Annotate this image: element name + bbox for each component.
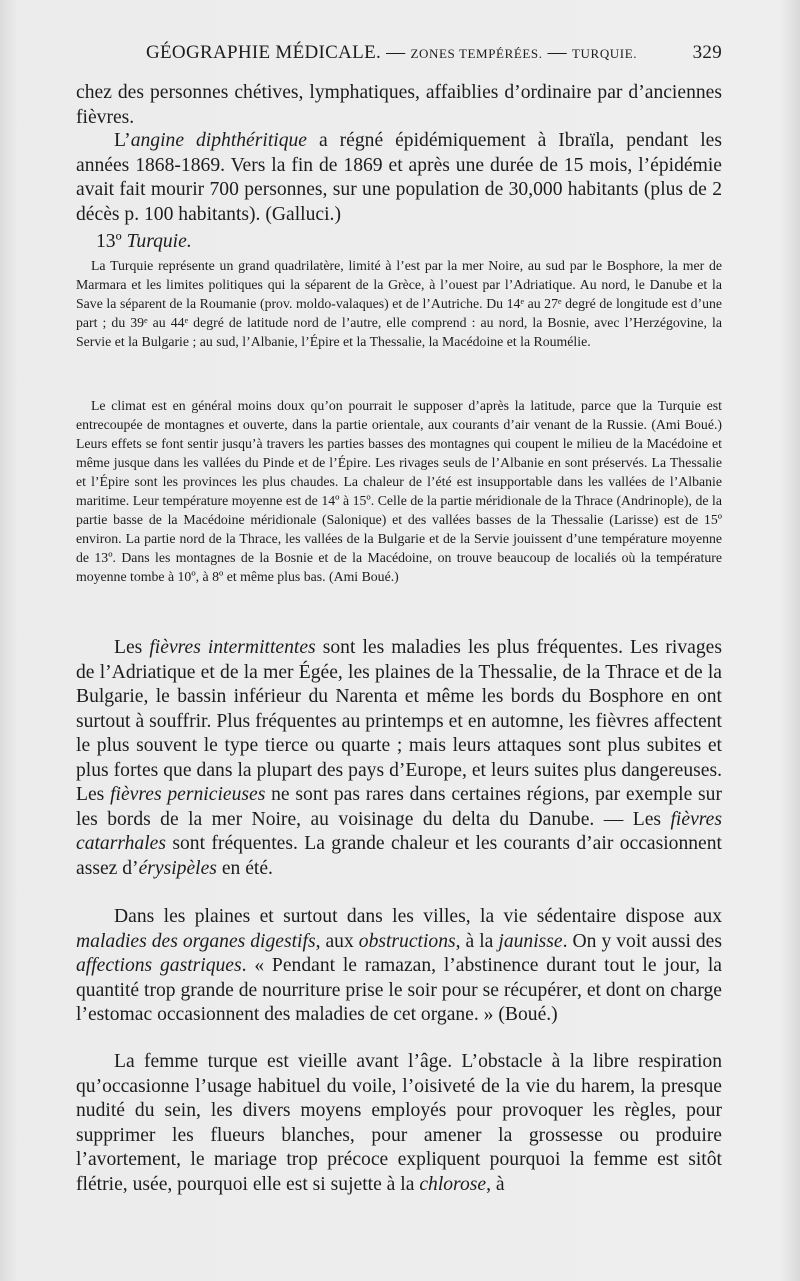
section-heading [76,230,742,254]
term-chlorose: chlorose [419,1173,487,1195]
paragraph-fevers-continued: chez des personnes chétives, lymphatiques, affaiblies d’ordinaire par d’anciennes fièvres. [76,82,722,128]
paragraph-fevers: Les fièvres intermittentes sont les maladies les plus fréquentes. Les rivages de l’Adriatique et de la mer Égée, les plaines de la Thessalie, de la Thrace et de la Bulgarie, le bassin inférieur du Narenta et même les bords du Bosphore en ont surtout à souffrir. Plus fréquentes au printemps et en automne, les fièvres affectent le plus souvent le type tierce ou quarte ; mais leurs attaques sont plus subites et plus fortes que dans la plupart des pays d’Europe, et leurs suites plus dangereuses. Les fièvres pernicieuses ne sont pas rares dans certaines régions, par exemple sur les bords de la mer Noire, au voisinage du delta du Danube. — Les fièvres catarrhales sont fréquentes. La grande chaleur et les courants d’air occasionnent assez d’érysipèles en été. [76,637,722,879]
term-erysipeles: érysipèles [138,857,217,879]
paragraph-climate-small: Le climat est en général moins doux qu’on pourrait le supposer d’après la latitude, parce que la Turquie est entrecoupée de montagnes et ouverte, dans la partie orientale, aux courants d’air venant de la Russie. (Ami Boué.) Leurs effets se font sentir jusqu’à travers les parties basses des montagnes qui coupent le milieu de la Macédoine et même jusque dans les vallées du Pinde et de l’Épire. Les rivages seuls de l’Albanie en sont préservés. La Thessalie et l’Épire sont les provinces les plus chaudes. La chaleur de l’été est insupportable dans les vallées de l’Albanie maritime. Leur température moyenne est de 14º à 15º. Celle de la partie méridionale de la Thrace (Andrinople), de la partie basse de la Macédoine méridionale (Salonique) et des vallées basses de la Thessalie (Larisse) est de 15º environ. La partie nord de la Thrace, les vallées de la Bulgarie et de la Servie jouissent d’une température moyenne de 13º. Dans les montagnes de la Bosnie et de la Macédoine, on trouve beaucoup de localiés où la température moyenne tombe à 10º, à 8º et même plus bas. (Ami Boué.) [76,398,722,584]
term-fievres-pernicieuses: fièvres pernicieuses [110,784,266,805]
page-number: 329 [692,42,722,63]
running-header [76,42,722,70]
paragraph-diphtheria: L’angine diphthéritique a régné épidémiquement à Ibraïla, pendant les années 1868-1869. Vers la fin de 1869 et après une durée de 15 mois, l’épidémie avait fait mourir 700 personnes, sur une population de 30,000 habitants (plus de 2 décès p. 100 habitants). (Galluci.) [76,130,723,225]
section-title: Turquie. [126,231,192,252]
header-dash: — [381,42,411,63]
paragraph-turkish-woman: La femme turque est vieille avant l’âge. L’obstacle à la libre respiration qu’occasionne l’usage habituel du voile, l’oisiveté de la vie du harem, la presque nudité du sein, les divers moyens employés pour provoquer les règles, pour supprimer les flueurs blanches, pour amener la grossesse ou produire l’avortement, le mariage trop précoce expliquent pourquoi la femme est sitôt flétrie, usée, pourquoi elle est si sujette à la chlorose, à [76,1051,722,1195]
term-fievres-intermittentes: fièvres intermittentes [149,637,316,658]
paragraph-geography-small: La Turquie représente un grand quadrilatère, limité à l’est par la mer Noire, au sud par le Bosphore, la mer de Marmara et les limites politiques qui la séparent de la Grèce, à l’ouest par l’Adriatique. Au nord, le Danube et la Save la séparent de la Roumanie (prov. moldo-valaques) et de l’Autriche. Du 14ᵉ au 27ᵉ degré de longitude est d’une part ; du 39ᵉ au 44ᵉ degré de latitude nord de l’autre, elle comprend : au nord, la Bosnie, avec l’Herzégovine, la Servie et la Bulgarie ; au sud, l’Albanie, l’Épire et la Thessalie, la Macédoine et la Roumélie. [76,258,722,349]
header-country: TURQUIE. [572,46,638,61]
header-title: GÉOGRAPHIE MÉDICALE. [146,42,382,63]
term-obstructions: obstructions [358,930,456,952]
term-jaunisse: jaunisse [498,930,563,952]
header-dash: — [542,42,573,63]
term-fievres-catarrhales: fièvres catarrhales [76,808,722,854]
section-number: 13º [96,231,127,252]
paragraph-digestive: Dans les plaines et surtout dans les villes, la vie sédentaire dispose aux maladies des organes digestifs, aux obstructions, à la jaunisse. On y voit aussi des affections gastriques. « Pendant le ramazan, l’abstinence durant tout le jour, la quantité trop grande de nourriture prise le soir pour se récupérer, et dont on charge l’estomac occasionnent des maladies de cet organe. » (Boué.) [76,906,722,1025]
term-affections-gastriques: affections gastriques [76,955,242,976]
term-maladies-digestives: maladies des organes digestifs [76,930,316,952]
header-section: ZONES TEMPÉRÉES. [410,46,543,61]
term-angine: angine diphthéritique [130,130,308,151]
